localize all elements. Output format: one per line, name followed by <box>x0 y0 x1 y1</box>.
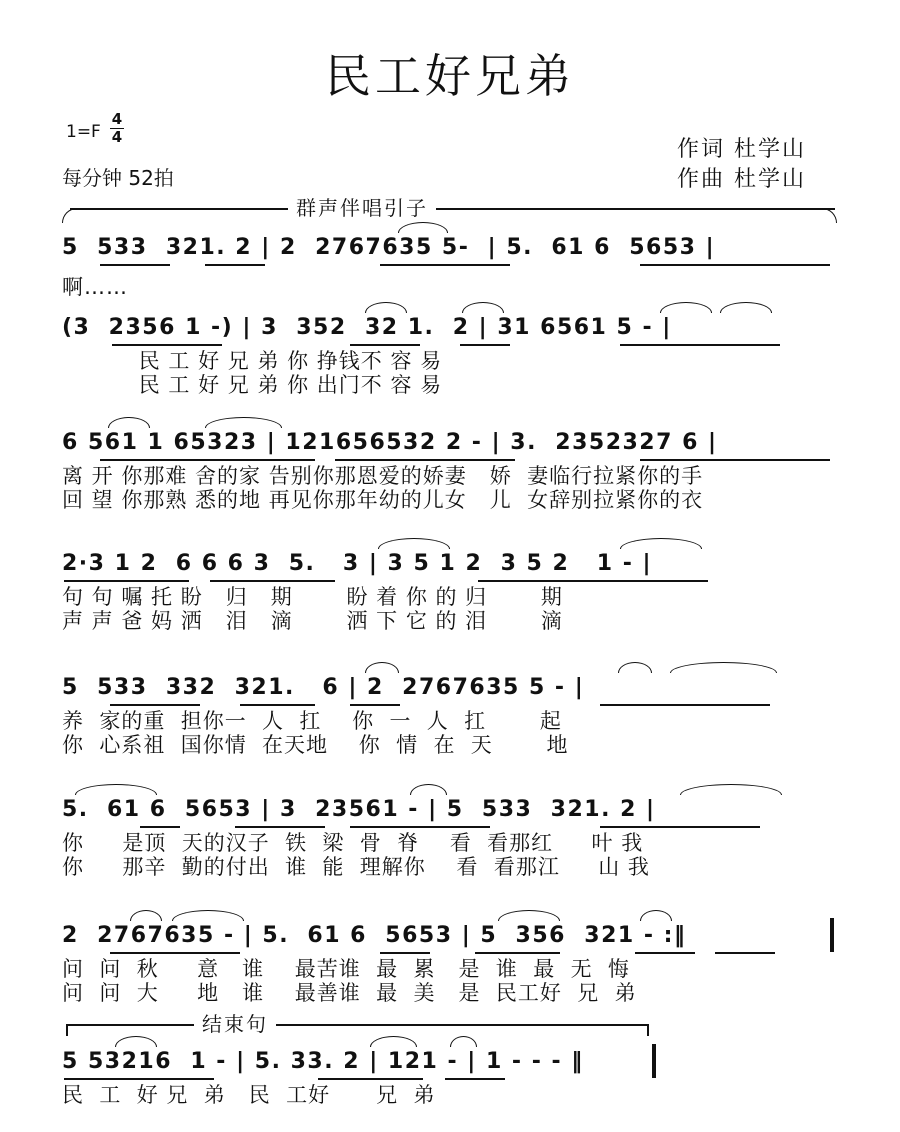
slur-mark <box>398 222 448 233</box>
beam-line <box>140 826 180 828</box>
lyric-line-2: 声 声 爸 妈 洒 泪 滴 洒 下 它 的 泪 滴 <box>62 609 563 633</box>
ending-bracket-right-tick <box>647 1024 649 1036</box>
beam-line <box>445 1078 505 1080</box>
beam-line <box>100 459 315 461</box>
intro-bracket-right-curl <box>822 208 837 223</box>
beam-line <box>478 580 708 582</box>
beam-line <box>335 459 515 461</box>
notes-line: 2 2767635 - | 5. 61 6 5653 | 5 356 321 - :‖ <box>62 923 687 948</box>
lyric-line-2: 你 心系祖 国你情 在天地 你 情 在 天 地 <box>62 733 569 757</box>
score-row-5 <box>0 670 900 762</box>
intro-bracket-left-curl <box>62 208 77 223</box>
slur-mark <box>660 302 712 313</box>
beam-line <box>350 704 400 706</box>
ending-bracket-left-tick <box>66 1024 68 1036</box>
tempo-marking: 每分钟 52拍 <box>62 166 174 190</box>
beam-line <box>460 344 510 346</box>
beam-line <box>715 952 775 954</box>
score-row-2 <box>0 310 900 402</box>
lyric-line-1: 问 问 秋 意 谁 最苦谁 最 累 是 谁 最 无 悔 <box>62 957 630 981</box>
key-signature: 1=F <box>66 122 101 142</box>
beam-line <box>640 459 830 461</box>
beam-line <box>240 704 315 706</box>
lyric-line-2: 民 工 好 兄 弟 你 出门不 容 易 <box>62 373 443 397</box>
slur-mark <box>680 784 782 795</box>
beam-line <box>318 1078 423 1080</box>
slur-mark <box>450 1036 477 1047</box>
slur-mark <box>130 910 162 921</box>
slur-mark <box>172 910 244 921</box>
beam-line <box>112 344 222 346</box>
lyricist-credit: 作词 杜学山 <box>677 137 806 162</box>
score-row-7 <box>0 918 900 1010</box>
ending-bracket-line <box>66 1024 648 1026</box>
notes-line: 5. 61 6 5653 | 3 23561 - | 5 533 321. 2 | <box>62 797 656 822</box>
slur-mark <box>378 538 450 549</box>
slur-mark <box>365 302 407 313</box>
lyric-line-2: 回 望 你那熟 悉的地 再见你那年幼的儿女 儿 女辞别拉紧你的衣 <box>62 488 704 512</box>
slur-mark <box>670 662 777 673</box>
lyric-line-1: 句 句 嘱 托 盼 归 期 盼 着 你 的 归 期 <box>62 585 563 609</box>
beam-line <box>110 704 200 706</box>
score-row-3 <box>0 425 900 517</box>
slur-mark <box>75 784 157 795</box>
slur-mark <box>370 1036 417 1047</box>
beam-line <box>600 704 770 706</box>
notes-line: 6 561 1 65323 | 121656532 2 - | 3. 2352327 6 | <box>62 430 718 455</box>
beam-line <box>64 580 189 582</box>
repeat-end-barline <box>830 918 834 952</box>
lyric-line-1: 啊…… <box>62 275 128 299</box>
lyric-line-1: 离 开 你那难 舍的家 告别你那恩爱的娇妻 娇 妻临行拉紧你的手 <box>62 464 704 488</box>
beam-line <box>100 264 170 266</box>
slur-mark <box>462 302 504 313</box>
notes-line: 5 533 321. 2 | 2 2767635 5- | 5. 61 6 5653 | <box>62 235 716 260</box>
slur-mark <box>108 417 150 428</box>
notes-line: 2·3 1 2 6 6 6 3 5. 3 | 3 5 1 2 3 5 2 1 - | <box>62 551 653 576</box>
beam-line <box>380 952 430 954</box>
beam-line <box>110 952 240 954</box>
slur-mark <box>498 910 560 921</box>
time-signature-top: 4 <box>111 110 123 128</box>
time-signature <box>110 111 124 146</box>
lyric-line-1: 你 是顶 天的汉子 铁 梁 骨 脊 看 看那红 叶 我 <box>62 831 644 855</box>
slur-mark <box>205 417 282 428</box>
score-row-6 <box>0 792 900 884</box>
lyric-line-1: 民 工 好 兄 弟 你 挣钱不 容 易 <box>62 349 443 373</box>
beam-line <box>600 826 760 828</box>
beam-line <box>640 264 830 266</box>
beam-line <box>475 952 560 954</box>
beam-line <box>205 264 265 266</box>
slur-mark <box>618 662 652 673</box>
slur-mark <box>720 302 772 313</box>
notes-line: (3 2356 1 -) | 3 352 32 1. 2 | 31 6561 5 - | <box>62 315 672 340</box>
beam-line <box>64 1078 214 1080</box>
slur-mark <box>115 1036 157 1047</box>
lyric-line-2: 问 问 大 地 谁 最善谁 最 美 是 民工好 兄 弟 <box>62 981 637 1005</box>
slur-mark <box>365 662 399 673</box>
beam-line <box>635 952 695 954</box>
ending-label: 结束句 <box>194 1012 276 1036</box>
beam-line <box>380 264 510 266</box>
intro-label: 群声伴唱引子 <box>288 196 436 220</box>
beam-line <box>350 344 420 346</box>
slur-mark <box>620 538 702 549</box>
lyric-line-2: 你 那辛 勤的付出 谁 能 理解你 看 看那江 山 我 <box>62 855 650 879</box>
beam-line <box>350 826 490 828</box>
time-signature-bottom: 4 <box>111 128 123 147</box>
song-title: 民工好兄弟 <box>325 49 575 103</box>
intro-bracket-line <box>70 208 835 210</box>
slur-mark <box>410 784 447 795</box>
beam-line <box>235 826 325 828</box>
beam-line <box>620 344 780 346</box>
score-row-4 <box>0 546 900 638</box>
notes-line: 5 533 332 321. 6 | 2 2767635 5 - | <box>62 675 585 700</box>
composer-credit: 作曲 杜学山 <box>677 167 806 192</box>
final-barline <box>652 1044 656 1078</box>
lyric-line-1: 养 家的重 担你一 人 扛 你 一 人 扛 起 <box>62 709 562 733</box>
beam-line <box>210 580 335 582</box>
slur-mark <box>640 910 672 921</box>
lyric-line-1: 民 工 好 兄 弟 民 工好 兄 弟 <box>62 1083 436 1107</box>
notes-line: 5 53216 1 - | 5. 33. 2 | 121 - | 1 - - - ‖ <box>62 1049 584 1074</box>
